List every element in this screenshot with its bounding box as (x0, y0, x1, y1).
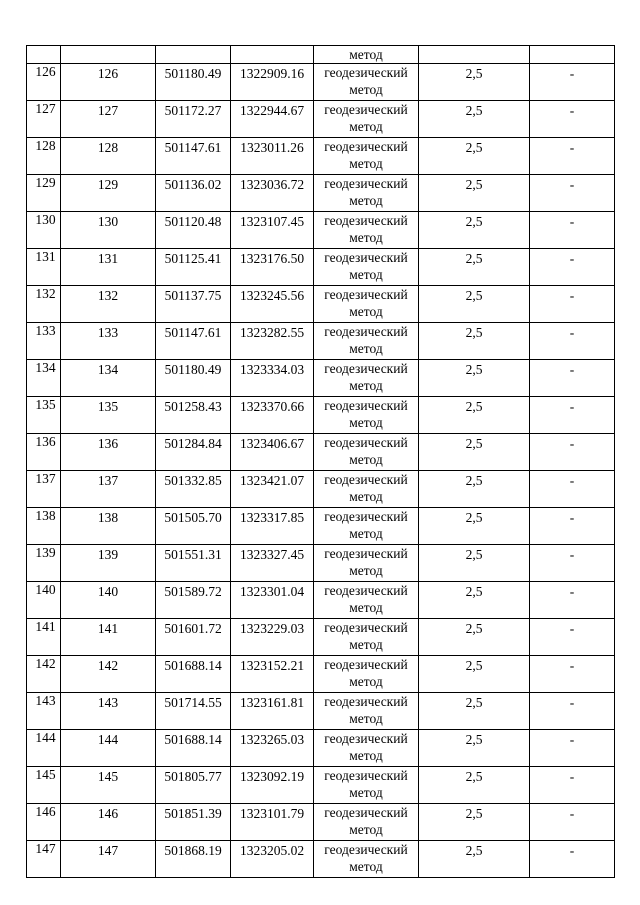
coordinate-y-cell: 1323107.45 (231, 212, 314, 249)
coordinate-y-cell: 1323011.26 (231, 138, 314, 175)
method-line2: метод (349, 156, 383, 171)
method-text: метод (349, 47, 383, 62)
accuracy-cell: 2,5 (419, 323, 530, 360)
accuracy-cell: 2,5 (419, 249, 530, 286)
coordinate-y-cell: 1323265.03 (231, 730, 314, 767)
method-cell (314, 323, 419, 360)
coordinate-x-cell: 501120.48 (156, 212, 231, 249)
point-id-cell: 135 (27, 397, 61, 434)
coordinate-y-cell: 1323421.07 (231, 471, 314, 508)
accuracy-cell: 2,5 (419, 730, 530, 767)
coordinate-y-cell: 1323327.45 (231, 545, 314, 582)
table-row (27, 138, 615, 175)
method-cell (314, 804, 419, 841)
note-cell: - (530, 619, 615, 656)
method-line1: геодезический (324, 583, 408, 598)
coordinate-y-cell: 1323282.55 (231, 323, 314, 360)
accuracy-cell: 2,5 (419, 138, 530, 175)
point-number-cell: 141 (61, 619, 156, 656)
table-row (27, 249, 615, 286)
point-id-cell: 146 (27, 804, 61, 841)
method-line2: метод (349, 452, 383, 467)
table-row (27, 397, 615, 434)
note-cell: - (530, 545, 615, 582)
coordinate-y-cell: 1323176.50 (231, 249, 314, 286)
table-cell (419, 46, 530, 64)
table-cell (530, 46, 615, 64)
point-number-cell: 136 (61, 434, 156, 471)
method-line2: метод (349, 82, 383, 97)
table-row (27, 730, 615, 767)
note-cell: - (530, 138, 615, 175)
method-line1: геодезический (324, 842, 408, 857)
coordinate-x-cell: 501284.84 (156, 434, 231, 471)
point-number-cell: 126 (61, 64, 156, 101)
table-row (27, 508, 615, 545)
method-line2: метод (349, 267, 383, 282)
method-line2: метод (349, 822, 383, 837)
method-line1: геодезический (324, 176, 408, 191)
coordinate-y-cell: 1323406.67 (231, 434, 314, 471)
method-cell (314, 101, 419, 138)
method-line2: метод (349, 637, 383, 652)
table-row (27, 64, 615, 101)
accuracy-cell: 2,5 (419, 767, 530, 804)
method-line1: геодезический (324, 287, 408, 302)
accuracy-cell: 2,5 (419, 212, 530, 249)
point-number-cell: 146 (61, 804, 156, 841)
method-line1: геодезический (324, 435, 408, 450)
point-id-cell: 140 (27, 582, 61, 619)
table-row (27, 360, 615, 397)
continued-row (27, 46, 615, 64)
note-cell: - (530, 767, 615, 804)
table-row (27, 804, 615, 841)
note-cell: - (530, 249, 615, 286)
point-id-cell: 139 (27, 545, 61, 582)
point-id-cell: 129 (27, 175, 61, 212)
point-id-cell: 133 (27, 323, 61, 360)
coordinate-x-cell: 501601.72 (156, 619, 231, 656)
point-id-cell: 128 (27, 138, 61, 175)
table-row (27, 841, 615, 878)
note-cell: - (530, 101, 615, 138)
note-cell: - (530, 175, 615, 212)
coordinates-table (26, 45, 615, 878)
method-line2: метод (349, 230, 383, 245)
point-id-cell: 130 (27, 212, 61, 249)
method-line1: геодезический (324, 657, 408, 672)
point-number-cell: 138 (61, 508, 156, 545)
coordinate-y-cell: 1323101.79 (231, 804, 314, 841)
method-line1: геодезический (324, 731, 408, 746)
note-cell: - (530, 286, 615, 323)
table-cell (61, 46, 156, 64)
coordinate-x-cell: 501714.55 (156, 693, 231, 730)
method-line2: метод (349, 526, 383, 541)
point-id-cell: 143 (27, 693, 61, 730)
method-line2: метод (349, 600, 383, 615)
coordinate-y-cell: 1323301.04 (231, 582, 314, 619)
coordinate-x-cell: 501180.49 (156, 360, 231, 397)
coordinate-x-cell: 501589.72 (156, 582, 231, 619)
point-number-cell: 133 (61, 323, 156, 360)
accuracy-cell: 2,5 (419, 101, 530, 138)
method-line1: геодезический (324, 139, 408, 154)
point-id-cell: 134 (27, 360, 61, 397)
note-cell: - (530, 508, 615, 545)
point-number-cell: 137 (61, 471, 156, 508)
method-cell (314, 360, 419, 397)
method-line2: метод (349, 415, 383, 430)
table-cell (156, 46, 231, 64)
method-cell (314, 175, 419, 212)
method-cell (314, 693, 419, 730)
point-number-cell: 132 (61, 286, 156, 323)
method-line2: метод (349, 748, 383, 763)
method-line1: геодезический (324, 694, 408, 709)
method-line1: геодезический (324, 361, 408, 376)
accuracy-cell: 2,5 (419, 471, 530, 508)
method-line1: геодезический (324, 213, 408, 228)
method-cell (314, 46, 419, 64)
coordinate-y-cell: 1323334.03 (231, 360, 314, 397)
method-cell (314, 582, 419, 619)
method-line2: метод (349, 785, 383, 800)
coordinate-x-cell: 501551.31 (156, 545, 231, 582)
accuracy-cell: 2,5 (419, 545, 530, 582)
coordinate-y-cell: 1323036.72 (231, 175, 314, 212)
point-number-cell: 143 (61, 693, 156, 730)
note-cell: - (530, 693, 615, 730)
point-id-cell: 127 (27, 101, 61, 138)
table-row (27, 656, 615, 693)
coordinate-x-cell: 501147.61 (156, 138, 231, 175)
coordinate-y-cell: 1323370.66 (231, 397, 314, 434)
point-number-cell: 128 (61, 138, 156, 175)
method-line2: метод (349, 193, 383, 208)
coordinate-x-cell: 501505.70 (156, 508, 231, 545)
note-cell: - (530, 212, 615, 249)
point-number-cell: 139 (61, 545, 156, 582)
method-line1: геодезический (324, 805, 408, 820)
method-cell (314, 841, 419, 878)
point-number-cell: 129 (61, 175, 156, 212)
note-cell: - (530, 323, 615, 360)
table-row (27, 212, 615, 249)
coordinate-y-cell: 1323152.21 (231, 656, 314, 693)
accuracy-cell: 2,5 (419, 434, 530, 471)
coordinate-x-cell: 501180.49 (156, 64, 231, 101)
table-row (27, 101, 615, 138)
coordinate-x-cell: 501868.19 (156, 841, 231, 878)
note-cell: - (530, 434, 615, 471)
method-cell (314, 545, 419, 582)
point-id-cell: 132 (27, 286, 61, 323)
note-cell: - (530, 730, 615, 767)
method-line1: геодезический (324, 620, 408, 635)
coordinate-y-cell: 1323092.19 (231, 767, 314, 804)
point-id-cell: 138 (27, 508, 61, 545)
coordinate-y-cell: 1323205.02 (231, 841, 314, 878)
accuracy-cell: 2,5 (419, 360, 530, 397)
method-cell (314, 64, 419, 101)
coordinate-x-cell: 501688.14 (156, 656, 231, 693)
method-line1: геодезический (324, 509, 408, 524)
coordinate-x-cell: 501851.39 (156, 804, 231, 841)
coordinate-y-cell: 1323317.85 (231, 508, 314, 545)
accuracy-cell: 2,5 (419, 656, 530, 693)
method-line2: метод (349, 859, 383, 874)
accuracy-cell: 2,5 (419, 693, 530, 730)
coordinate-x-cell: 501688.14 (156, 730, 231, 767)
note-cell: - (530, 804, 615, 841)
point-id-cell: 145 (27, 767, 61, 804)
note-cell: - (530, 471, 615, 508)
point-number-cell: 130 (61, 212, 156, 249)
note-cell: - (530, 360, 615, 397)
table-cell (231, 46, 314, 64)
method-cell (314, 767, 419, 804)
coordinate-x-cell: 501332.85 (156, 471, 231, 508)
method-line2: метод (349, 119, 383, 134)
method-cell (314, 434, 419, 471)
table-row (27, 545, 615, 582)
accuracy-cell: 2,5 (419, 508, 530, 545)
point-number-cell: 135 (61, 397, 156, 434)
table-cell (27, 46, 61, 64)
accuracy-cell: 2,5 (419, 841, 530, 878)
point-number-cell: 140 (61, 582, 156, 619)
coordinate-y-cell: 1323245.56 (231, 286, 314, 323)
accuracy-cell: 2,5 (419, 582, 530, 619)
coordinate-x-cell: 501805.77 (156, 767, 231, 804)
method-cell (314, 286, 419, 323)
coordinate-y-cell: 1322909.16 (231, 64, 314, 101)
table-row (27, 767, 615, 804)
point-number-cell: 131 (61, 249, 156, 286)
table-body (27, 46, 615, 878)
method-line2: метод (349, 341, 383, 356)
point-id-cell: 136 (27, 434, 61, 471)
coordinate-y-cell: 1322944.67 (231, 101, 314, 138)
point-number-cell: 142 (61, 656, 156, 693)
accuracy-cell: 2,5 (419, 175, 530, 212)
note-cell: - (530, 841, 615, 878)
table-row (27, 582, 615, 619)
table-row (27, 471, 615, 508)
method-cell (314, 397, 419, 434)
accuracy-cell: 2,5 (419, 64, 530, 101)
point-number-cell: 145 (61, 767, 156, 804)
accuracy-cell: 2,5 (419, 804, 530, 841)
coordinate-x-cell: 501172.27 (156, 101, 231, 138)
coordinate-y-cell: 1323161.81 (231, 693, 314, 730)
coordinate-x-cell: 501125.41 (156, 249, 231, 286)
table-row (27, 175, 615, 212)
method-cell (314, 619, 419, 656)
point-id-cell: 131 (27, 249, 61, 286)
method-line2: метод (349, 711, 383, 726)
method-line1: геодезический (324, 546, 408, 561)
coordinate-x-cell: 501136.02 (156, 175, 231, 212)
table-row (27, 434, 615, 471)
note-cell: - (530, 656, 615, 693)
point-id-cell: 126 (27, 64, 61, 101)
accuracy-cell: 2,5 (419, 619, 530, 656)
method-cell (314, 471, 419, 508)
method-line2: метод (349, 304, 383, 319)
method-line1: геодезический (324, 102, 408, 117)
method-line1: геодезический (324, 768, 408, 783)
method-line2: метод (349, 563, 383, 578)
table-row (27, 323, 615, 360)
method-line1: геодезический (324, 324, 408, 339)
point-number-cell: 134 (61, 360, 156, 397)
point-id-cell: 141 (27, 619, 61, 656)
point-number-cell: 127 (61, 101, 156, 138)
coordinate-x-cell: 501258.43 (156, 397, 231, 434)
method-line1: геодезический (324, 398, 408, 413)
method-line1: геодезический (324, 472, 408, 487)
point-id-cell: 144 (27, 730, 61, 767)
point-number-cell: 147 (61, 841, 156, 878)
method-line2: метод (349, 378, 383, 393)
method-cell (314, 212, 419, 249)
coordinate-x-cell: 501137.75 (156, 286, 231, 323)
method-cell (314, 656, 419, 693)
table-row (27, 286, 615, 323)
method-cell (314, 138, 419, 175)
accuracy-cell: 2,5 (419, 286, 530, 323)
method-line1: геодезический (324, 250, 408, 265)
point-number-cell: 144 (61, 730, 156, 767)
point-id-cell: 147 (27, 841, 61, 878)
point-id-cell: 142 (27, 656, 61, 693)
note-cell: - (530, 64, 615, 101)
method-line1: геодезический (324, 65, 408, 80)
method-cell (314, 730, 419, 767)
method-line2: метод (349, 489, 383, 504)
coordinate-x-cell: 501147.61 (156, 323, 231, 360)
accuracy-cell: 2,5 (419, 397, 530, 434)
note-cell: - (530, 397, 615, 434)
method-cell (314, 249, 419, 286)
coordinate-y-cell: 1323229.03 (231, 619, 314, 656)
method-line2: метод (349, 674, 383, 689)
method-cell (314, 508, 419, 545)
table-row (27, 693, 615, 730)
table-row (27, 619, 615, 656)
point-id-cell: 137 (27, 471, 61, 508)
note-cell: - (530, 582, 615, 619)
